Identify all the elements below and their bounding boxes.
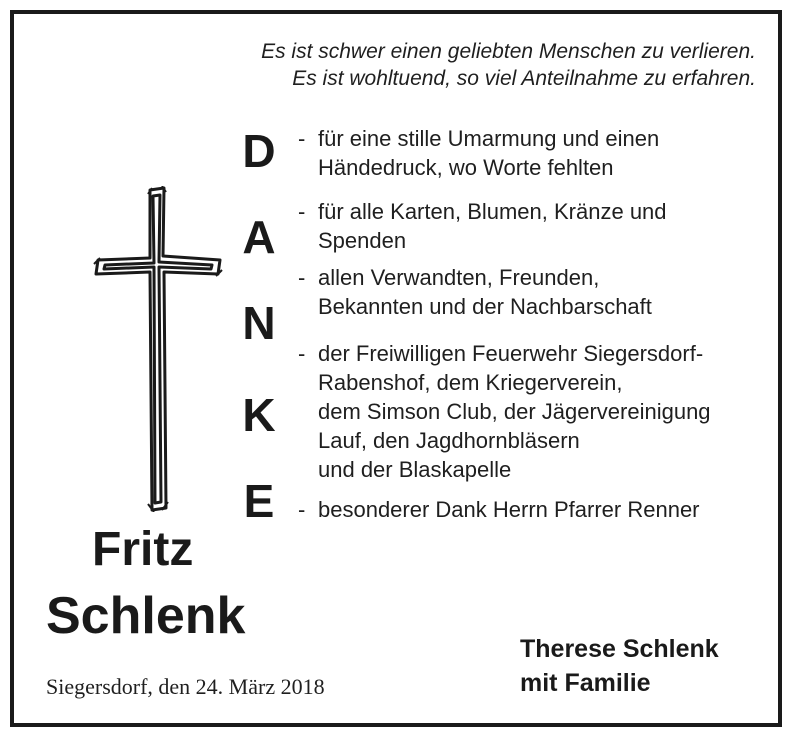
item-line: Spenden bbox=[318, 228, 407, 253]
item-dash: - bbox=[298, 265, 306, 290]
family-line: mit Familie bbox=[520, 669, 651, 697]
family-signature bbox=[520, 632, 719, 700]
place-date: Siegersdorf, den 24. März 2018 bbox=[46, 674, 325, 699]
item-line: Händedruck, wo Worte fehlten bbox=[318, 155, 614, 180]
item-line: allen Verwandten, Freunden, bbox=[318, 265, 600, 290]
thanks-item bbox=[298, 124, 659, 182]
item-line: besonderer Dank Herrn Pfarrer Renner bbox=[318, 497, 700, 522]
deceased-first-name: Fritz bbox=[92, 523, 194, 576]
thanks-item bbox=[298, 495, 700, 524]
item-line: dem Simson Club, der Jägervereinigung bbox=[318, 399, 711, 424]
danke-letter-a: A bbox=[242, 211, 276, 263]
thanks-item bbox=[298, 339, 711, 484]
family-line: Therese Schlenk bbox=[520, 635, 719, 663]
item-line: der Freiwilligen Feuerwehr Siegersdorf- bbox=[318, 341, 704, 366]
item-line: Rabenshof, dem Kriegerverein, bbox=[318, 370, 623, 395]
quote-line: Es ist schwer einen geliebten Menschen zu verlieren. bbox=[261, 40, 756, 63]
item-dash: - bbox=[298, 199, 306, 224]
thanks-item bbox=[298, 197, 667, 255]
danke-letter-n: N bbox=[242, 297, 276, 349]
thanks-item bbox=[298, 263, 652, 321]
danke-letter-d: D bbox=[242, 125, 276, 177]
item-dash: - bbox=[298, 341, 306, 366]
item-dash: - bbox=[298, 126, 306, 151]
quote-line: Es ist wohltuend, so viel Anteilnahme zu erfahren. bbox=[292, 67, 756, 90]
danke-letter-e: E bbox=[243, 475, 275, 527]
item-line: und der Blaskapelle bbox=[318, 457, 512, 482]
item-dash: - bbox=[298, 497, 306, 522]
item-line: für alle Karten, Blumen, Kränze und bbox=[318, 199, 667, 224]
item-line: Bekannten und der Nachbarschaft bbox=[318, 294, 652, 319]
cross-icon bbox=[92, 186, 224, 512]
item-line: Lauf, den Jagdhornbläsern bbox=[318, 428, 580, 453]
deceased-last-name: Schlenk bbox=[46, 587, 246, 645]
item-line: für eine stille Umarmung und einen bbox=[318, 126, 660, 151]
danke-letter-k: K bbox=[242, 389, 276, 441]
quote bbox=[261, 38, 756, 92]
